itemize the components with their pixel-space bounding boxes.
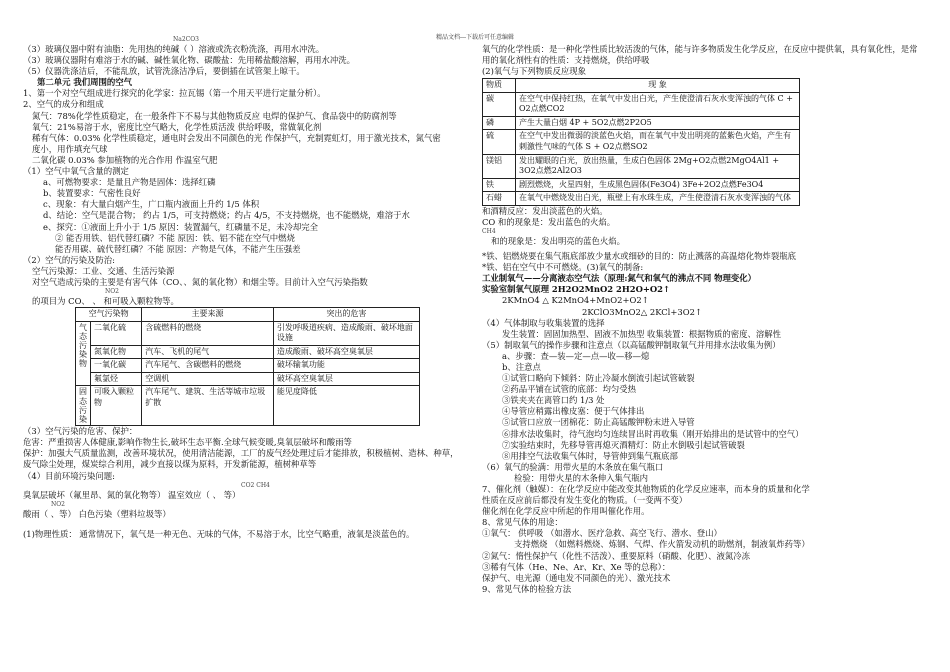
text-line: 8、常见气体的用途：: [482, 517, 563, 528]
text-line: 稀有气体：0.03% 化学性质稳定，通电时会发出不同颜色的光 作保护气，充制霓虹灯，用于激光技术，氮气密: [32, 132, 441, 143]
text-line: ②氮气：惰性保护气（化性不活泼）、重要原料（硝酸、化肥）、液氮冷冻: [482, 550, 750, 561]
table-cell: 产生大量白烟 4P + 5O2点燃2P2O5: [516, 116, 800, 130]
table-cell: 氟氯烃: [91, 372, 142, 386]
text-line: 对空气造成污染的主要是有害气体（CO、、氮的氧化物）和烟尘等。目前计入空气污染指数: [32, 276, 368, 287]
text-line: ⑦实验结束时，先移导管再熄灭酒精灯：防止水倒吸引起试管破裂: [502, 439, 745, 450]
table-cell: 硫: [483, 130, 516, 154]
text-line: ②药品平铺在试管的底部：均匀受热: [502, 384, 636, 395]
table-row: [483, 92, 800, 116]
text-line: 2KMnO4 △ K2MnO4+MnO2+O2↑: [502, 295, 649, 306]
text-line: 酸雨（ 、等） 白色污染（塑料垃圾等）: [23, 508, 171, 519]
text-line: （1）空气中氧气含量的测定: [23, 166, 129, 177]
table-cell: 空调机: [142, 372, 274, 386]
text-line: *铁、铝在空气中不可燃烧。(3)氧气的制备:: [482, 262, 644, 273]
text-line: 能否用碳、硫代替红磷？不能 原因：产物是气体，不能产生压强差: [55, 243, 301, 254]
text-line: b、装置要求：气密性良好: [43, 188, 141, 199]
row-group-label: 气态污染物: [76, 321, 91, 386]
table-header-row: [483, 79, 800, 93]
table-row: [483, 116, 800, 130]
table-row: [483, 154, 800, 178]
text-line: （4）目前环境污染问题:: [23, 470, 115, 481]
text-line: 9、常见气体的检验方法: [482, 583, 572, 594]
column-header: 突出的危害: [273, 308, 419, 322]
formula-annotation: NO2: [105, 288, 119, 296]
text-line: （5）制取氧气的操作步骤和注意点（以高锰酸钾制取氧气并用排水法收集为例）: [482, 339, 781, 350]
text-line: 2、空气的成分和组成: [23, 99, 104, 110]
table-cell: 碳: [483, 92, 516, 116]
text-line: 2KClO3MnO2△ 2KCl+3O2↑: [582, 306, 702, 317]
table-cell: 造成酸雨、破坏高空臭氧层: [273, 345, 419, 359]
text-line: 废气除尘处理，煤炭综合利用，减少直接以煤为原料，开发新能源，植树种草等: [23, 459, 317, 470]
text-line: 氧气：21%易溶于水，密度比空气略大，化学性质活泼 供给呼吸，常做氧化剂: [32, 121, 322, 132]
table-cell: 铁: [483, 178, 516, 192]
text-line: 度小，用作填充气球: [32, 143, 108, 154]
table-cell: 引发呼吸道疾病、造成酸雨、破坏地面设施: [273, 321, 419, 345]
text-line: 危害：严重损害人体健康,影响作物生长,破坏生态平衡.全球气候变暖,臭氧层破坏和酸雨等: [23, 437, 352, 448]
formula-annotation: Na2CO3: [173, 36, 199, 43]
text-line: 用的氧化剂性有的性质：支持燃烧，供给呼吸: [482, 55, 650, 66]
text-line: 支持燃烧 （如燃料燃烧、炼钢、气焊、作火箭发动机的助燃剂，制液氧炸药等）: [514, 539, 810, 550]
text-line: 检验：用带火星的木条伸入集气瓶内: [514, 472, 648, 483]
table-cell: 在空气中发出微弱的淡蓝色火焰，而在氧气中发出明亮的蓝紫色火焰，产生有刺激性气味的气体 S + O2点燃SO2: [516, 130, 800, 154]
table-cell: 在空气中保持红热，在氧气中发出白光，产生使澄清石灰水变浑浊的气体 C + O2点燃CO2: [516, 92, 800, 116]
text-line: e、探究：①液面上升小于 1/5 原因：装置漏气，红磷量不足，未冷却完全: [43, 221, 319, 232]
oxygen-reaction-table: [482, 78, 800, 205]
table-header-row: [76, 308, 420, 322]
text-line: （6）氧气的验满：用带火星的木条放在集气瓶口: [482, 461, 664, 472]
column-header: 空气污染物: [76, 308, 142, 322]
table-cell: 氮氧化物: [91, 345, 142, 359]
table-row: [76, 345, 420, 359]
table-cell: 含硫燃料的燃烧: [142, 321, 274, 345]
table-cell: 二氧化硫: [91, 321, 142, 345]
text-line: ③铁夹夹在离管口约 1/3 处: [502, 395, 605, 406]
text-line: ② 能否用铁、铝代替红磷？不能 原因：铁、铝不能在空气中燃烧: [55, 232, 295, 243]
table-cell: 可吸入颗粒物: [91, 386, 142, 426]
text-line: （3）空气污染的危害、保护：: [23, 426, 138, 437]
formula-annotation: CO2 CH4: [241, 481, 270, 489]
text-line: 发生装置：固固加热型、固液不加热型 收集装置：根据物质的密度、溶解性: [502, 328, 782, 339]
text-line: b、注意点: [502, 361, 541, 372]
table-cell: 剧烈燃烧，火星四射，生成黑色固体(Fe3O4) 3Fe+2O2点燃Fe3O4: [516, 178, 800, 192]
text-line: 氮气：78%化学性质稳定，在一般条件下不易与其他物质反应 电焊的保护气、食品袋中的防腐剂等: [32, 110, 397, 121]
text-line: ⑧用排空气法收集气体时，导管伸到集气瓶底部: [502, 450, 678, 461]
text-line: c、现象：有大量白烟产生，广口瓶内液面上升约 1/5 体积: [43, 199, 260, 210]
text-line: 和的现象是：发出明亮的蓝色火焰。: [491, 235, 625, 246]
table-cell: 破坏输氧功能: [273, 359, 419, 373]
table-row: [483, 192, 800, 206]
text-line: 臭氧层破坏（氟里昂、氮的氧化物等） 温室效应（ 、 等）: [23, 489, 241, 500]
table-cell: 能见度降低: [273, 386, 419, 426]
table-row: [76, 372, 420, 386]
text-line: 氧气的化学性质：是一种化学性质比较活泼的气体，能与许多物质发生化学反应，在反应中提供氧，具有氧化性，是常: [482, 44, 918, 54]
page-header: 精品文档---下载后可任意编辑: [435, 34, 515, 41]
table-cell: 汽车尾气、含碳燃料的燃烧: [142, 359, 274, 373]
text-line: （5）仪器洗涤洁后，不能乱放，试管洗涤洁净后，要倒插在试管架上晾干。: [23, 66, 305, 77]
formula-annotation: CH4: [482, 227, 496, 235]
text-line: 性质在反应前后都没有发生变化的物质。（一变两不变）: [482, 495, 688, 506]
table-cell: 发出耀眼的白光，放出热量，生成白色固体 2Mg+O2点燃2MgO4Al1 + 3O2点燃2Al2O3: [516, 154, 800, 178]
text-line: (1)物理性质： 通常情况下，氧气是一种无色、无味的气体，不易溶于水，比空气略重，液氧是淡蓝色的。: [23, 528, 415, 539]
text-line: a、可燃物要求：是量且产物是固体：选择红磷: [43, 177, 216, 188]
table-cell: 一氧化碳: [91, 359, 142, 373]
text-line: ①氧气： 供呼吸 （如潜水、医疗急救、高空飞行、潜水、登山）: [482, 528, 722, 539]
formula-annotation: NO2: [51, 500, 65, 508]
row-group-label: 固态污染: [76, 386, 91, 426]
text-line: 7、催化剂（触媒）：在化学反应中能改变其他物质的化学反应速率，而本身的质量和化学: [482, 484, 810, 494]
text-line: ⑥排水法收集时，待气泡均匀连续冒出时再收集（刚开始排出的是试管中的空气）: [502, 428, 804, 439]
text-line: (2)氧气与下列物质反应现象: [482, 66, 586, 77]
table-row: [483, 178, 800, 192]
table-cell: 汽车尾气、建筑、生活等城市垃圾扩散: [142, 386, 274, 426]
table-cell: 破坏高空臭氧层: [273, 372, 419, 386]
table-cell: 在氧气中燃烧发出白光，瓶壁上有水珠生成，产生使澄清石灰水变浑浊的气体: [516, 192, 800, 206]
text-line: （4）气体制取与收集装置的选择: [482, 317, 605, 328]
text-line: ④导管应稍露出橡皮塞：便于气体排出: [502, 406, 645, 417]
text-line: （2）空气的污染及防治:: [23, 254, 115, 265]
unit-title: 第二单元 我们周围的空气: [37, 77, 133, 88]
text-line: （3）玻璃仪器中附有油脂：先用热的纯碱（ ）溶液或洗衣粉洗涤，再用水冲洗。: [23, 44, 325, 54]
text-line: d、结论：空气是混合物； 约占 1/5，可支持燃烧；约占 4/5，不支持燃烧，也不能燃烧，难溶于水: [43, 210, 410, 221]
text-line: 保护：加强大气质量监测，改善环境状况，使用清洁能源，工厂的废气经处理过后才能排放，积极植树、造林、种草，: [23, 448, 459, 459]
text-line: a、步骤：查—装—定—点—收—移—熄: [502, 350, 650, 361]
text-line: 的项目为 CO、 、 和可吸入颗粒物等。: [32, 296, 179, 307]
text-line: 催化剂在化学反应中所起的作用叫催化作用。: [482, 506, 650, 517]
column-header: 主要来源: [142, 308, 274, 322]
column-header: 现 象: [516, 79, 800, 93]
text-line: 和酒精反应：发出淡蓝色的火焰。: [482, 205, 608, 216]
table-row: [483, 130, 800, 154]
text-line: 工业制氧气——分离液态空气法（原理:氮气和氧气的沸点不同 物理变化）: [482, 273, 757, 284]
text-line: （3）玻璃仪器附有难溶于水的碱、碱性氧化物、碳酸盐：先用稀盐酸溶解，再用水冲洗。: [23, 55, 355, 66]
text-line: 1、第一个对空气组成进行探究的化学家：拉瓦锡（第一个用天平进行定量分析）。: [23, 88, 326, 99]
text-line: ⑤试管口应放一团棉花：防止高锰酸钾粉末进入导管: [502, 417, 695, 428]
text-line: ③稀有气体（He、Ne、Ar、Kr、Xe 等的总称）：: [482, 561, 671, 572]
right-column: [482, 44, 932, 595]
text-line: 空气污染源：工业、交通、生活污染源: [32, 265, 175, 276]
table-row: [76, 386, 420, 426]
table-cell: 磷: [483, 116, 516, 130]
left-column: [23, 36, 459, 540]
table-cell: 镁铝: [483, 154, 516, 178]
text-line: 二氧化碳 0.03% 参加植物的光合作用 作温室气肥: [32, 154, 218, 165]
text-line: CO 和的现象是：发出蓝色的火焰。: [482, 216, 616, 227]
table-row: [76, 321, 420, 345]
column-header: 物质: [483, 79, 516, 93]
text-line: 保护气、电光源（通电发不同颜色的光）、激光技术: [482, 572, 671, 583]
table-row: [76, 359, 420, 373]
pollution-table: [75, 307, 420, 426]
text-line: *铁、铝燃烧要在集气瓶底部放少量水或细砂的目的：防止溅落的高温熔化物炸裂瓶底: [482, 251, 797, 262]
table-cell: 汽车、飞机的尾气: [142, 345, 274, 359]
text-line: 实验室制氧气原理 2H2O2MnO2 2H2O+O2↑: [482, 284, 671, 295]
table-cell: 石蜡: [483, 192, 516, 206]
text-line: ①试管口略向下倾斜：防止冷凝水倒流引起试管破裂: [502, 373, 695, 384]
